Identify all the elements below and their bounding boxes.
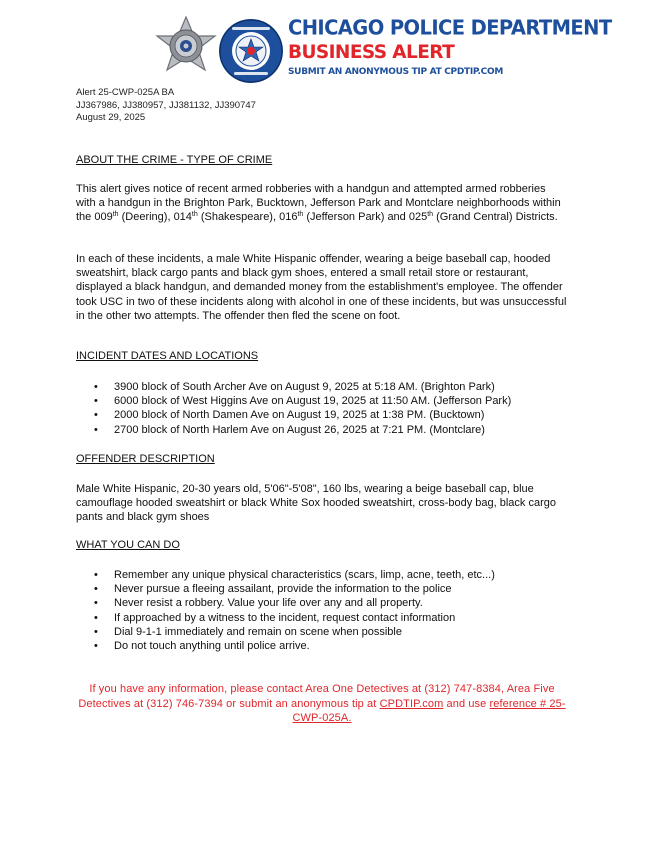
crime-heading: ABOUT THE CRIME - TYPE OF CRIME [76,154,273,166]
crime-paragraph-2: In each of these incidents, a male White Hispanic offender, wearing a beige baseball cap, hooded sweatshirt, black cargo pants and black gym shoes, entered a small retail store or restaurant, displayed a black handgun, and demanded money from the establishment's employee. The offender took USC in two of these incidents along with alcohol in one of these incidents, but was unsuccessful in the other two attempts. The offender then fled the scene on foot. [76,253,567,322]
list-item: • 2700 block of North Harlem Ave on August 26, 2025 at 7:21 PM. (Montclare) [76,423,576,437]
contact-notice: If you have any information, please contact Area One Detectives at (312) 747-8384, Area Five Detectives at (312) 746-7394 or submit an anonymous tip at CPDTIP.com and use reference # 25-CWP-025A. [78,683,566,725]
list-item: • Remember any unique physical characteristics (scars, limp, acne, teeth, etc...) [76,568,576,582]
list-item: • Do not touch anything until police arrive. [76,639,576,653]
alert-meta [76,87,256,125]
actions-list [76,568,576,653]
offender-heading: OFFENDER DESCRIPTION [76,453,215,465]
offender-description: Male White Hispanic, 20-30 years old, 5'06"-5'08", 160 lbs, wearing a beige baseball cap, blue camouflage hooded sweatshirt or black White Sox hooded sweatshirt, cross-body bag, black cargo pants and black gym shoes [76,483,556,524]
list-item: • Never pursue a fleeing assailant, provide the information to the police [76,582,576,596]
actions-heading: WHAT YOU CAN DO [76,539,180,551]
incidents-heading: INCIDENT DATES AND LOCATIONS [76,350,259,362]
alert-date: August 29, 2025 [76,112,146,123]
reference-number: reference # 25-CWP-025A. [292,697,566,725]
incident-list [76,380,576,437]
list-item: • 2000 block of North Damen Ave on August 19, 2025 at 1:38 PM. (Bucktown) [76,408,576,422]
alert-type-title: BUSINESS ALERT [288,42,455,63]
detective-star-badge-icon [152,16,220,82]
department-name: CHICAGO POLICE DEPARTMENT [288,15,612,40]
tip-line: SUBMIT AN ANONYMOUS TIP AT CPDTIP.COM [288,67,503,77]
list-item: • 3900 block of South Archer Ave on August 9, 2025 at 5:18 AM. (Brighton Park) [76,380,576,394]
crime-paragraph-1: This alert gives notice of recent armed robberies with a handgun and attempted armed robberies with a handgun in the Brighton Park, Bucktown, Jefferson Park and Montclare neighborhoods within the 009th (Deering), 014th (Shakespeare), 016th (Jefferson Park) and 025th (Grand Central) Districts. [76,183,561,224]
case-numbers: JJ367986, JJ380957, JJ381132, JJ390747 [76,99,256,111]
cpdtip-link[interactable]: CPDTIP.com [379,697,444,710]
list-item: • 6000 block of West Higgins Ave on August 19, 2025 at 11:50 AM. (Jefferson Park) [76,394,576,408]
list-item: • If approached by a witness to the incident, request contact information [76,611,576,625]
alert-id: Alert 25-CWP-025A BA [76,87,175,98]
community-policing-seal-icon [218,18,284,84]
list-item: • Dial 9-1-1 immediately and remain on scene when possible [76,625,576,639]
header [152,14,612,84]
list-item: • Never resist a robbery. Value your life over any and all property. [76,596,576,610]
